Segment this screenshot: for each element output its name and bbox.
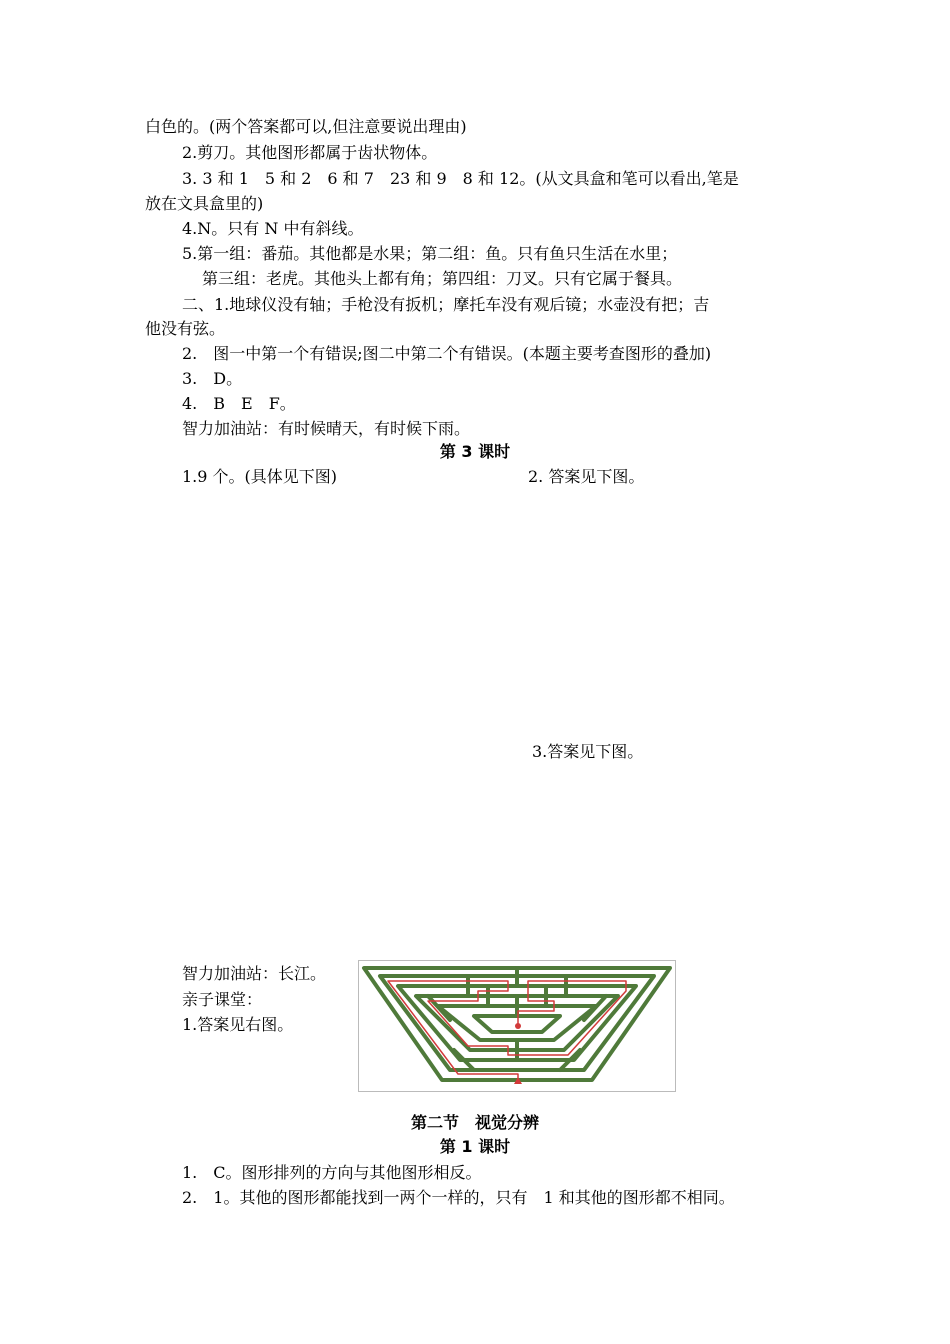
maze-end-marker: [515, 1023, 521, 1029]
lesson-3-q3: 3.答案见下图。: [532, 742, 644, 761]
lesson-3-q2: 2. 答案见下图。: [528, 467, 645, 486]
text-line-8: 二、1.地球仪没有轴；手枪没有扳机；摩托车没有观后镜；水壶没有把；吉: [182, 295, 710, 314]
maze-answer-figure: [358, 960, 676, 1092]
text-line-9: 他没有弦。: [145, 319, 226, 338]
parent-class-q1: 1.答案见右图。: [182, 1015, 294, 1034]
section-2-lesson-heading: 第 1 课时: [439, 1137, 511, 1156]
text-line-6: 5.第一组：番茄。其他都是水果；第二组：鱼。只有鱼只生活在水里；: [182, 244, 678, 263]
text-line-4: 放在文具盒里的): [145, 194, 264, 213]
text-line-2: 2.剪刀。其他图形都属于齿状物体。: [182, 143, 438, 162]
text-line-12: 4. B E F。: [182, 394, 296, 413]
lesson-3-heading: 第 3 课时: [439, 442, 511, 461]
text-line-7: 第三组：老虎。其他头上都有角；第四组：刀叉。只有它属于餐具。: [202, 269, 683, 288]
section-2-answer-2: 2. 1。其他的图形都能找到一两个一样的，只有 1 和其他的图形都不相同。: [182, 1188, 735, 1207]
text-line-10: 2. 图一中第一个有错误;图二中第二个有错误。(本题主要考查图形的叠加): [182, 344, 712, 363]
lesson-3-q1: 1.9 个。(具体见下图): [182, 467, 338, 486]
text-line-3: 3. 3 和 1 5 和 2 6 和 7 23 和 9 8 和 12。(从文具盒和笔可以看出,笔是: [182, 169, 739, 188]
text-line-1: 白色的。(两个答案都可以,但注意要说出理由): [145, 117, 467, 136]
section-2-heading: 第二节 视觉分辨: [410, 1113, 539, 1132]
text-line-13: 智力加油站：有时候晴天，有时候下雨。: [182, 419, 471, 438]
text-line-5: 4.N。只有 N 中有斜线。: [182, 219, 364, 238]
section-2-answer-1: 1. C。图形排列的方向与其他图形相反。: [182, 1163, 482, 1182]
puzzle-answer: 智力加油站：长江。: [182, 964, 327, 983]
parent-class-label: 亲子课堂：: [182, 990, 263, 1009]
text-line-11: 3. D。: [182, 369, 243, 388]
